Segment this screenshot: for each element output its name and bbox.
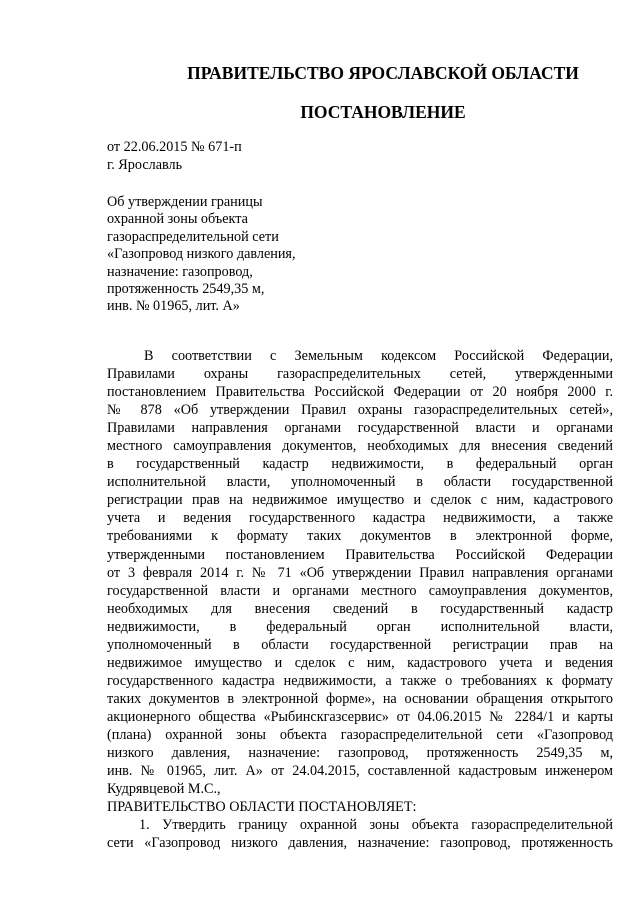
- document-type-title: ПОСТАНОВЛЕНИЕ: [300, 102, 466, 122]
- body-line: местного самоуправления документов, необходимых для внесения сведений: [107, 438, 613, 455]
- body-line: (плана) охранной зоны объекта газораспределительной сети «Газопровод: [107, 726, 613, 743]
- date-number: от 22.06.2015 № 671-п: [107, 139, 242, 155]
- body-line: регистрации прав на недвижимое имущество и сделок с ним, кадастрового: [107, 492, 613, 509]
- subject-line: газораспределительной сети: [107, 228, 279, 245]
- body-line: инв. № 01965, лит. А» от 24.04.2015, составленной кадастровым инженером: [107, 763, 613, 780]
- organization-title: ПРАВИТЕЛЬСТВО ЯРОСЛАВСКОЙ ОБЛАСТИ: [187, 63, 579, 83]
- preamble-text: [107, 347, 613, 852]
- body-line: недвижимое имущество и сделок с ним, кадастрового учета и ведения: [107, 654, 613, 671]
- body-line: Кудрявцевой М.С.,: [107, 781, 221, 798]
- body-line: учета и ведения государственного кадастра недвижимости, а также: [107, 510, 613, 527]
- city: г. Ярославль: [107, 157, 183, 173]
- item-1-line: сети «Газопровод низкого давления, назначение: газопровод, протяженность: [107, 835, 613, 852]
- body-line: в государственный кадастр недвижимости, в федеральный орган: [107, 456, 613, 473]
- subject-line: Об утверждении границы: [107, 194, 263, 210]
- body-line: таких документов в электронной форме», на основании обращения открытого: [107, 690, 613, 707]
- subject-line: назначение: газопровод,: [107, 263, 253, 280]
- body-line: Правилами направления органами государственной власти и органами: [107, 420, 613, 437]
- body-line: акционерного общества «Рыбинскгазсервис» от 04.06.2015 № 2284/1 и карты: [107, 708, 613, 725]
- body-line: низкого давления, назначение: газопровод, протяженность 2549,35 м,: [107, 745, 613, 762]
- body-line: от 3 февраля 2014 г. № 71 «Об утверждении Правил направления органами: [107, 564, 613, 581]
- body-line: необходимых для внесения сведений в государственный кадастр: [107, 600, 613, 617]
- body-line: государственной власти и органами местного самоуправления документов,: [107, 582, 613, 599]
- body-line: постановлением Правительства Российской Федерации от 20 ноября 2000 г.: [107, 384, 613, 401]
- resolution-heading: ПРАВИТЕЛЬСТВО ОБЛАСТИ ПОСТАНОВЛЯЕТ:: [107, 799, 417, 816]
- body-line: государственного кадастра недвижимости, а также о требованиях к формату: [107, 672, 613, 689]
- body-line: уполномоченный в области государственной регистрации прав на: [107, 636, 613, 653]
- body-line: требованиями к формату таких документов в электронной форме,: [107, 528, 613, 545]
- body-line: Правилами охраны газораспределительных сетей, утвержденными: [107, 366, 613, 383]
- subject-line: охранной зоны объекта: [107, 211, 248, 228]
- body-line: недвижимости, в федеральный орган исполнительной власти,: [107, 618, 613, 635]
- subject-line: инв. № 01965, лит. А»: [107, 298, 240, 315]
- body-line: В соответствии с Земельным кодексом Российской Федерации,: [144, 348, 613, 364]
- body-line: № 878 «Об утверждении Правил охраны газораспределительных сетей»,: [107, 402, 613, 419]
- subject-block: [107, 194, 367, 316]
- subject-line: протяженность 2549,35 м,: [107, 281, 265, 298]
- item-1-line: 1. Утвердить границу охранной зоны объекта газораспределительной: [139, 817, 613, 834]
- body-line: исполнительной власти, уполномоченный в области государственной: [107, 474, 613, 491]
- body-line: утвержденными постановлением Правительства Российской Федерации: [107, 546, 613, 563]
- subject-line: «Газопровод низкого давления,: [107, 246, 296, 263]
